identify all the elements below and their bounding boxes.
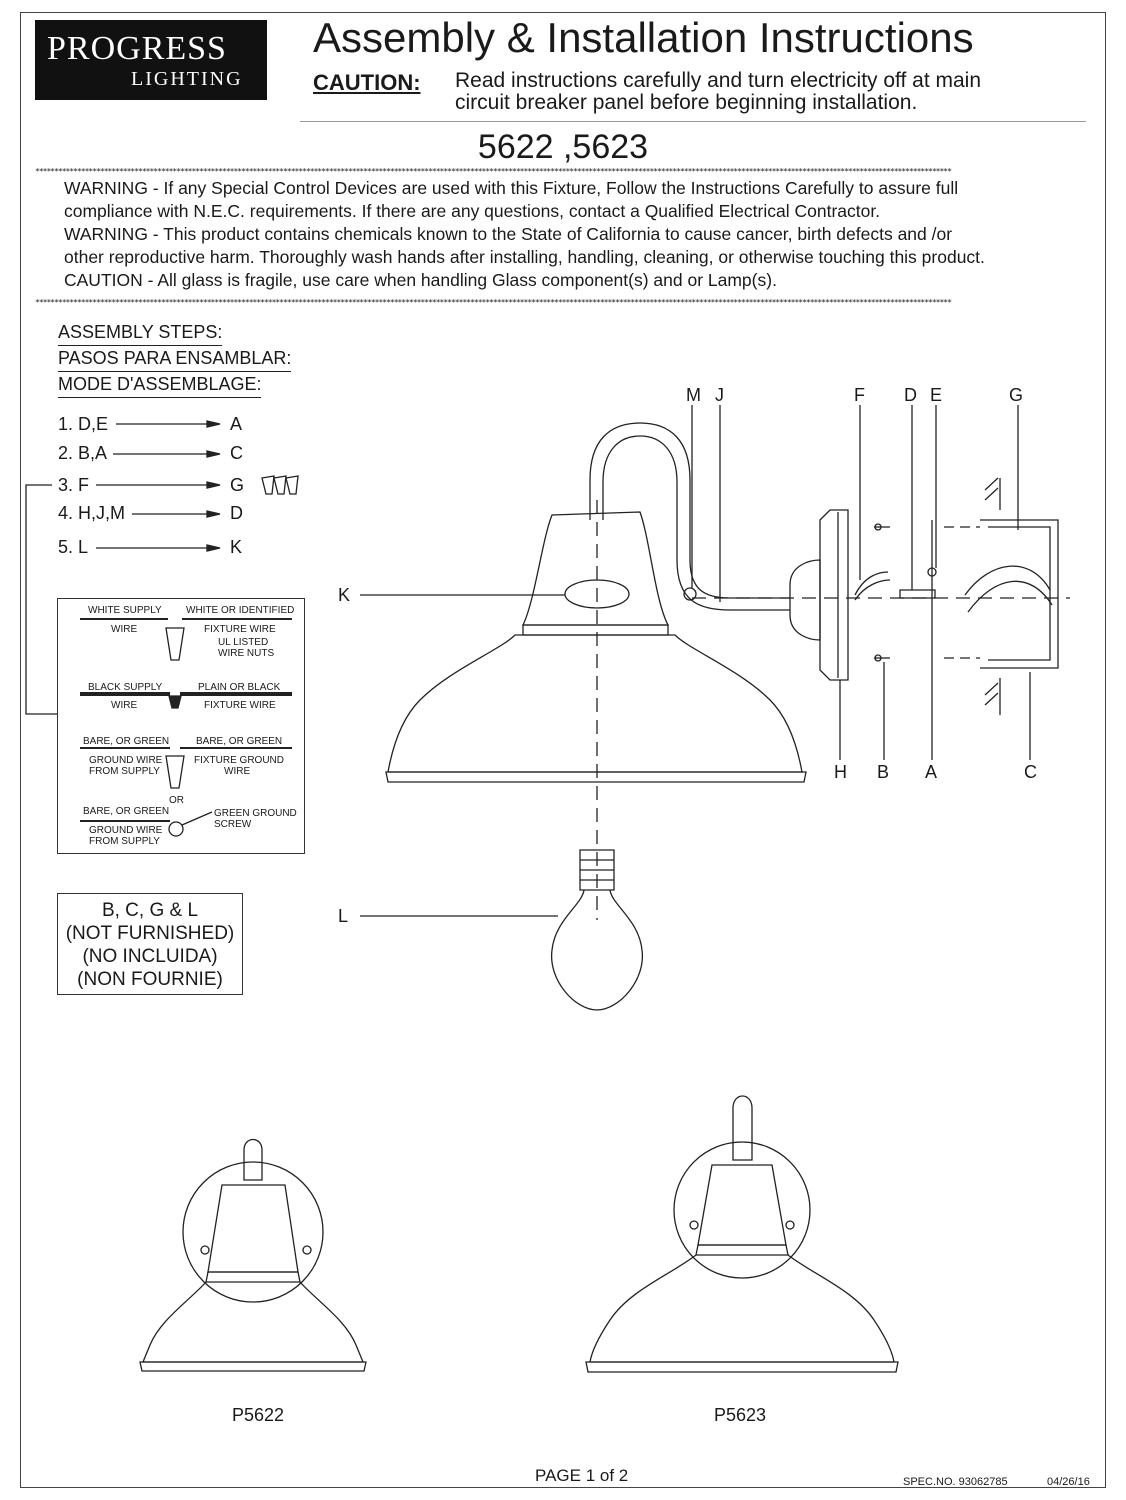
warning-line: CAUTION - All glass is fragile, use care when handling Glass component(s) and or Lamp(s). (64, 270, 777, 290)
revision-date: 04/26/16 (1047, 1476, 1090, 1488)
step-1-to: A (230, 414, 243, 434)
nf-line: (NO INCLUIDA) (82, 946, 218, 967)
nf-line: (NOT FURNISHED) (65, 923, 235, 944)
star-divider-bottom: ************************************************************************************************************************************************************************************************************************************************ (35, 298, 951, 307)
part-label-d: D (904, 385, 917, 405)
page-number: PAGE 1 of 2 (535, 1466, 629, 1485)
step-5-from: 5. L (58, 537, 89, 557)
fixture-p5623-view (586, 1096, 898, 1372)
wiring-label: GROUND WIRE (89, 755, 163, 766)
wiring-label: FIXTURE WIRE (204, 624, 276, 635)
part-label-g: G (1009, 385, 1024, 405)
warning-line: compliance with N.E.C. requirements. If there are any questions, contact a Qualified Electrical Contractor. (64, 201, 881, 221)
wiring-label: PLAIN OR BLACK (198, 682, 281, 693)
wiring-label: WIRE (111, 624, 138, 635)
part-label-m: M (686, 385, 701, 405)
wiring-label: GREEN GROUND (214, 808, 297, 819)
wiring-label: GROUND WIRE (89, 825, 163, 836)
step-1-from: 1. D,E (58, 414, 109, 434)
page-title: Assembly & Installation Instructions (313, 14, 974, 61)
step-4-to: D (230, 503, 243, 523)
warning-line: WARNING - This product contains chemicals known to the State of California to cause cancer, birth defects and /or (64, 224, 953, 244)
fixture-p5622-view (140, 1140, 366, 1372)
nf-line: B, C, G & L (101, 900, 199, 921)
wiring-label: BARE, OR GREEN (196, 736, 283, 747)
part-label-k: K (338, 585, 351, 605)
star-divider-top: ************************************************************************************************************************************************************************************************************************************************ (35, 167, 951, 176)
caution-label: CAUTION: (313, 70, 421, 95)
bracket-line (26, 485, 57, 714)
wiring-label: BARE, OR GREEN (83, 806, 170, 817)
part-label-c: C (1024, 762, 1037, 782)
warning-line: WARNING - If any Special Control Devices are used with this Fixture, Follow the Instructions Carefully to assure full (64, 178, 959, 198)
wiring-label: FIXTURE WIRE (204, 700, 276, 711)
wiring-label: FIXTURE GROUND (194, 755, 284, 766)
wiring-label: OR (169, 795, 184, 806)
wiring-label: SCREW (214, 819, 252, 830)
part-label-a: A (925, 762, 938, 782)
model-numbers: 5622 ,5623 (477, 128, 649, 166)
logo-line-2: LIGHTING (131, 68, 243, 90)
step-2-from: 2. B,A (58, 443, 108, 463)
step-3-to: G (230, 475, 245, 495)
part-label-l: L (338, 906, 349, 926)
steps-heading-es: PASOS PARA ENSAMBLAR: (58, 346, 291, 372)
model-label-p5622: P5622 (232, 1405, 285, 1425)
model-label-p5623: P5623 (714, 1405, 767, 1425)
step-5-to: K (230, 537, 243, 557)
wiring-label: BLACK SUPPLY (88, 682, 163, 693)
caution-line-1: Read instructions carefully and turn electricity off at main (455, 69, 982, 92)
step-arrows (96, 421, 220, 551)
fixture-exploded-view (360, 405, 1070, 1010)
wiring-label: WHITE SUPPLY (88, 605, 162, 616)
wiring-label: FROM SUPPLY (89, 766, 160, 777)
caution-line-2: circuit breaker panel before beginning installation. (455, 91, 918, 114)
wiring-label: WHITE OR IDENTIFIED (186, 605, 295, 616)
wiring-label: WIRE (111, 700, 138, 711)
wiring-label: WIRE NUTS (218, 648, 275, 659)
wiring-label: WIRE (224, 766, 251, 777)
wiring-label: UL LISTED (218, 637, 269, 648)
warning-line: other reproductive harm. Thoroughly wash hands after installing, handling, cleaning, or otherwise touching this product. (64, 247, 985, 267)
steps-heading-en: ASSEMBLY STEPS: (58, 320, 222, 346)
part-label-b: B (877, 762, 890, 782)
part-label-j: J (715, 385, 724, 405)
wire-nut-icon (262, 476, 298, 494)
step-4-from: 4. H,J,M (58, 503, 126, 523)
logo-line-1: PROGRESS (47, 30, 227, 67)
part-label-f: F (854, 385, 865, 405)
step-3-from: 3. F (58, 475, 90, 495)
wiring-lines (80, 619, 292, 836)
spec-number: SPEC.NO. 93062785 (903, 1476, 1008, 1488)
steps-heading-fr: MODE D'ASSEMBLAGE: (58, 372, 261, 398)
part-label-e: E (930, 385, 943, 405)
part-label-h: H (834, 762, 847, 782)
wiring-label: BARE, OR GREEN (83, 736, 170, 747)
nf-line: (NON FOURNIE) (77, 969, 223, 990)
step-2-to: C (230, 443, 243, 463)
wiring-label: FROM SUPPLY (89, 836, 160, 847)
